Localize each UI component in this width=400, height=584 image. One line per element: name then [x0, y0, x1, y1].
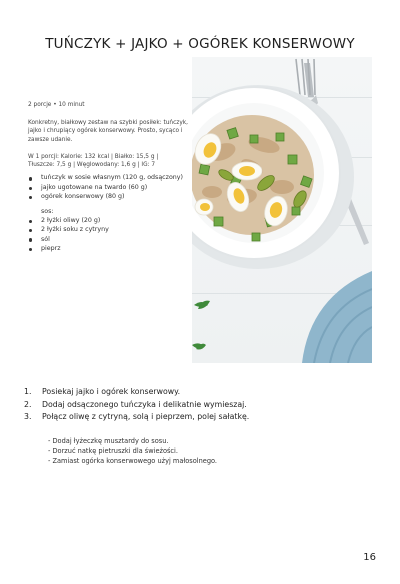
sauce-item: 2 łyżki oliwy (20 g)	[28, 217, 190, 225]
servings-time: 2 porcje • 10 minut	[28, 102, 85, 108]
tips-list	[48, 436, 348, 467]
ingredients-list	[28, 174, 190, 201]
sauce-label: sos:	[41, 207, 54, 215]
sauce-item: 2 łyżki soku z cytryny	[28, 226, 190, 234]
tip-item: - Zamiast ogórka konserwowego użyj małosolnego.	[48, 457, 218, 466]
step-item: 1. Posiekaj jajko i ogórek konserwowy.	[24, 387, 181, 396]
tip-item: - Dorzuć natkę pietruszki dla świeżości.	[48, 447, 178, 456]
nutrition-info	[28, 153, 190, 170]
ingredient-item: jajko ugotowane na twardo (60 g)	[28, 184, 190, 192]
parsley-icon	[192, 301, 210, 350]
nutrition-line-1: W 1 porcji: Kalorie: 132 kcal | Białko: 15,5 g |	[28, 153, 159, 160]
sauce-item: sól	[28, 236, 190, 244]
step-item: 3. Połącz oliwę z cytryną, solą i pieprzem, polej sałatkę.	[24, 412, 250, 421]
ingredient-item: ogórek konserwowy (80 g)	[28, 193, 190, 201]
step-item: 2. Dodaj odsączonego tuńczyka i delikatnie wymieszaj.	[24, 399, 247, 409]
photo-illustration	[192, 57, 372, 363]
towel-icon	[302, 271, 372, 363]
steps-list	[24, 386, 364, 424]
tip-item: - Dodaj łyżeczkę musztardy do sosu.	[48, 437, 169, 445]
ingredient-item: tuńczyk w sosie własnym (120 g, odsączony)	[28, 174, 190, 182]
page-number: 16	[363, 552, 376, 563]
sauce-item: pieprz	[28, 245, 190, 253]
recipe-info	[28, 102, 190, 254]
sauce-list	[28, 217, 190, 254]
nutrition-line-2: Tłuszcze: 7,5 g | Węglowodany: 1,6 g | IG: 7	[28, 162, 156, 169]
page-title: TUŃCZYK + JAJKO + OGÓREK KONSERWOWY	[45, 36, 355, 52]
description: Konkretny, białkowy zestaw na szybki posiłek: tuńczyk, jajko i chrupiący ogórek konserwowy. Prosto, sycąco i zawsze udanie.	[28, 120, 188, 143]
salad-photo	[192, 57, 372, 363]
